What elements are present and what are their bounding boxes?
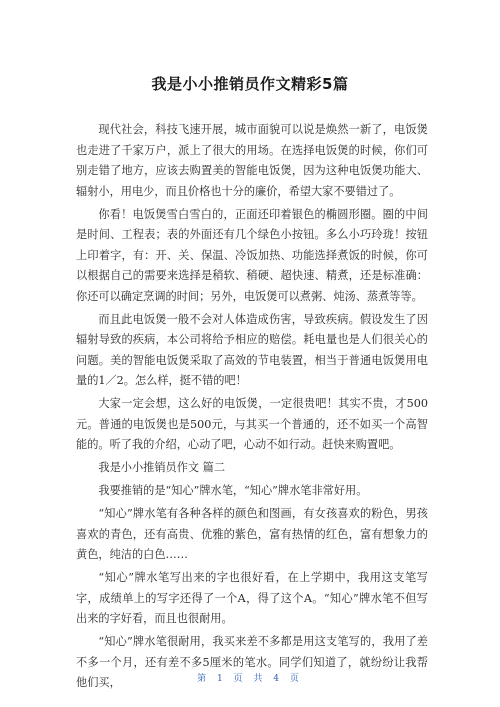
paragraph-2: 你看！电饭煲雪白雪白的，正面还印着银色的椭圆形圈。圈的中间是时间、工程表；表的外面还有几个绿色小按钮。多么小巧玲珑！按钮上印着字，有：开、关、保温、冷饭加热、功能选择煮饭的时候，你可以根据自己的需要来选择是稍软、稍硬、超快速、精煮，还是标准确：你还可以确定烹调的时间；另外，电饭煲可以煮粥、炖汤、蒸煮等等。	[76, 207, 428, 303]
document-body	[76, 120, 428, 696]
document-title: 我是小小推销员作文精彩5篇	[151, 75, 349, 93]
paragraph-7: “知心”牌水笔写出来的字也很好看，在上学期中，我用这支笔写字，成绩单上的写字还得了一个A，得了这个A。“知心”牌水笔不但写出来的字好看，而且也很耐用。	[76, 571, 428, 625]
paragraph-3: 而且此电饭煲一般不会对人体造成伤害，导致疾病。假设发生了因辐射导致的疾病，本公司将给予相应的赔偿。耗电量也是人们很关心的问题。美的智能电饭煲采取了高效的节电装置，相当于普通电饭煲用电量的1／2。怎么样，挺不错的吧！	[76, 312, 428, 387]
paragraph-4: 大家一定会想，这么好的电饭煲，一定很贵吧！其实不贵，才500元。普通的电饭煲也是500元，与其买一个普通的，还不如买一个高智能的。听了我的介绍，心动了吧，心动不如行动。赶快来购置吧。	[76, 397, 428, 451]
paragraph-1: 现代社会，科技飞速开展，城市面貌可以说是焕然一新了，电饭煲也走进了千家万户，派上了很大的用场。在选择电饭煲的时候，你们可别走错了地方，应该去购置美的智能电饭煲，因为这种电饭煲功能大、辐射小，用电少，而且价格也十分的廉价，希望大家不要错过了。	[76, 123, 428, 198]
paragraph-5: 我要推销的是“知心”牌水笔，“知心”牌水笔非常好用。	[98, 484, 368, 497]
paragraph-8: “知心”牌水笔很耐用，我买来差不多都是用这支笔写的，我用了差不多一个月，还有差不多5厘米的笔水。同学们知道了，就纷纷让我帮他们买，	[76, 635, 428, 689]
section-heading: 我是小小推销员作文 篇二	[98, 461, 226, 474]
page-footer: 第 1 页 共 4 页	[197, 674, 303, 684]
paragraph-6: “知心”牌水笔有各种各样的颜色和图画，有女孩喜欢的粉色，男孩喜欢的青色，还有高贵、优雅的紫色，富有热情的红色，富有想象力的黄色，纯洁的白色……	[76, 507, 428, 561]
